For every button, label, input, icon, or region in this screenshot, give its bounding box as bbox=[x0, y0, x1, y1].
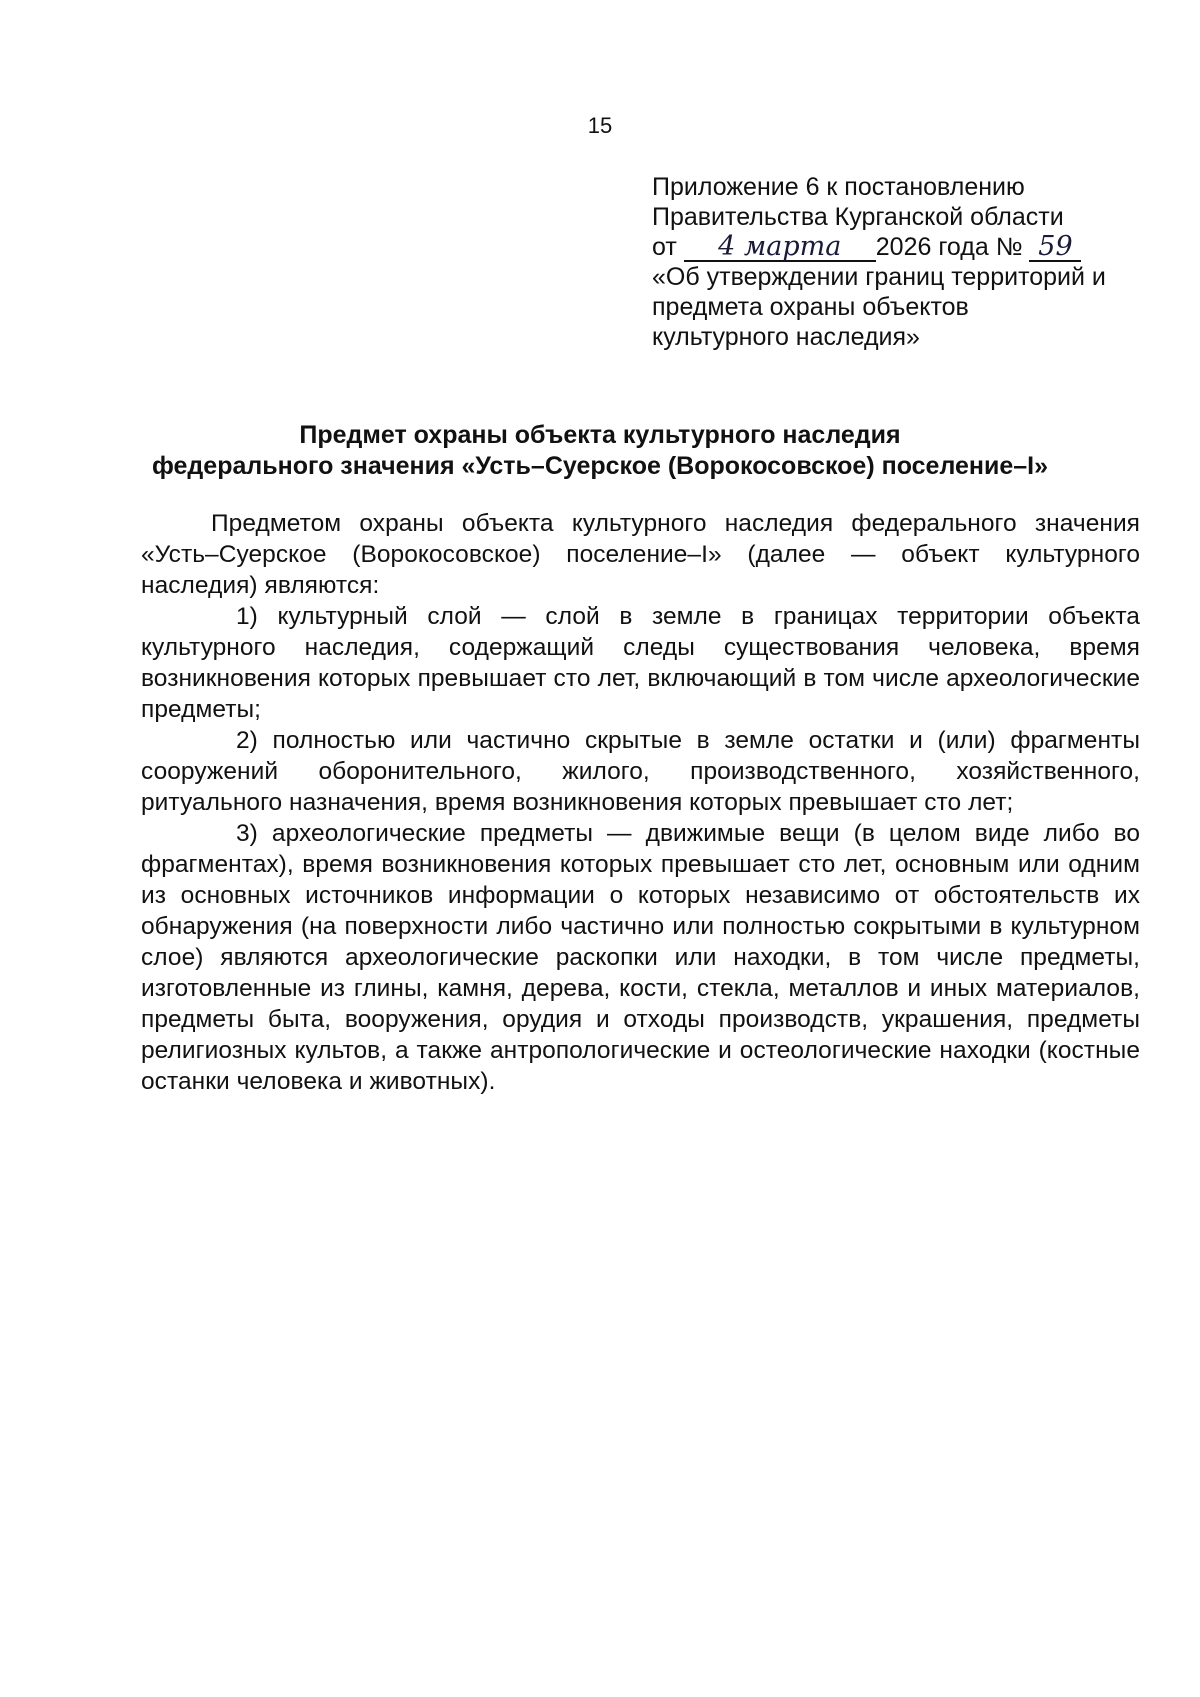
appendix-line-2: Правительства Курганской области bbox=[652, 203, 1064, 231]
document-title bbox=[120, 420, 1080, 482]
appendix-line-4: «Об утверждении границ территорий и bbox=[652, 263, 1106, 291]
appendix-date-line bbox=[652, 232, 1172, 262]
intro-paragraph: Предметом охраны объекта культурного наследия федерального значения «Усть–Суерское (Ворокосовское) поселение–I» (далее — объект культурного наследия) являются: bbox=[141, 510, 1140, 599]
appendix-line-5: предмета охраны объектов bbox=[652, 293, 969, 321]
handwritten-date: 4 марта bbox=[684, 234, 876, 262]
appendix-block bbox=[652, 172, 1172, 352]
document-title-line-2: федерального значения «Усть–Суерское (Ворокосовское) поселение–I» bbox=[151, 452, 1049, 480]
list-item: 3) археологические предметы — движимые вещи (в целом виде либо во фрагментах), время возникновения которых превышает сто лет, основным или одним из основных источников информации о которых независимо от обстоятельств их обнаружения (на поверхности либо частично или полностью сокрытыми в культурном слое) являются археологические раскопки или находки, в том числе предметы, изготовленные из глины, камня, дерева, кости, стекла, металлов и иных материалов, предметы быта, вооружения, орудия и отходы производств, украшения, предметы религиозных культов, а также антропологические и остеологические находки (костные останки человека и животных). bbox=[141, 820, 1140, 1095]
appendix-line-1: Приложение 6 к постановлению bbox=[652, 173, 1025, 201]
appendix-year-text: 2026 года № bbox=[875, 233, 1023, 261]
appendix-line-6: культурного наследия» bbox=[652, 323, 920, 351]
list-item: 1) культурный слой — слой в земле в границах территории объекта культурного наследия, содержащий следы существования человека, время возникновения которых превышает сто лет, включающий в том числе археологические предметы; bbox=[141, 603, 1140, 723]
appendix-from-label: от bbox=[652, 233, 677, 261]
handwritten-number: 59 bbox=[1029, 234, 1081, 262]
document-body bbox=[141, 508, 1140, 1097]
document-title-line-1: Предмет охраны объекта культурного наследия bbox=[299, 421, 901, 449]
page-number: 15 bbox=[587, 113, 613, 138]
list-item: 2) полностью или частично скрытые в земле остатки и (или) фрагменты сооружений оборонительного, жилого, производственного, хозяйственного, ритуального назначения, время возникновения которых превышает сто лет; bbox=[141, 727, 1140, 816]
